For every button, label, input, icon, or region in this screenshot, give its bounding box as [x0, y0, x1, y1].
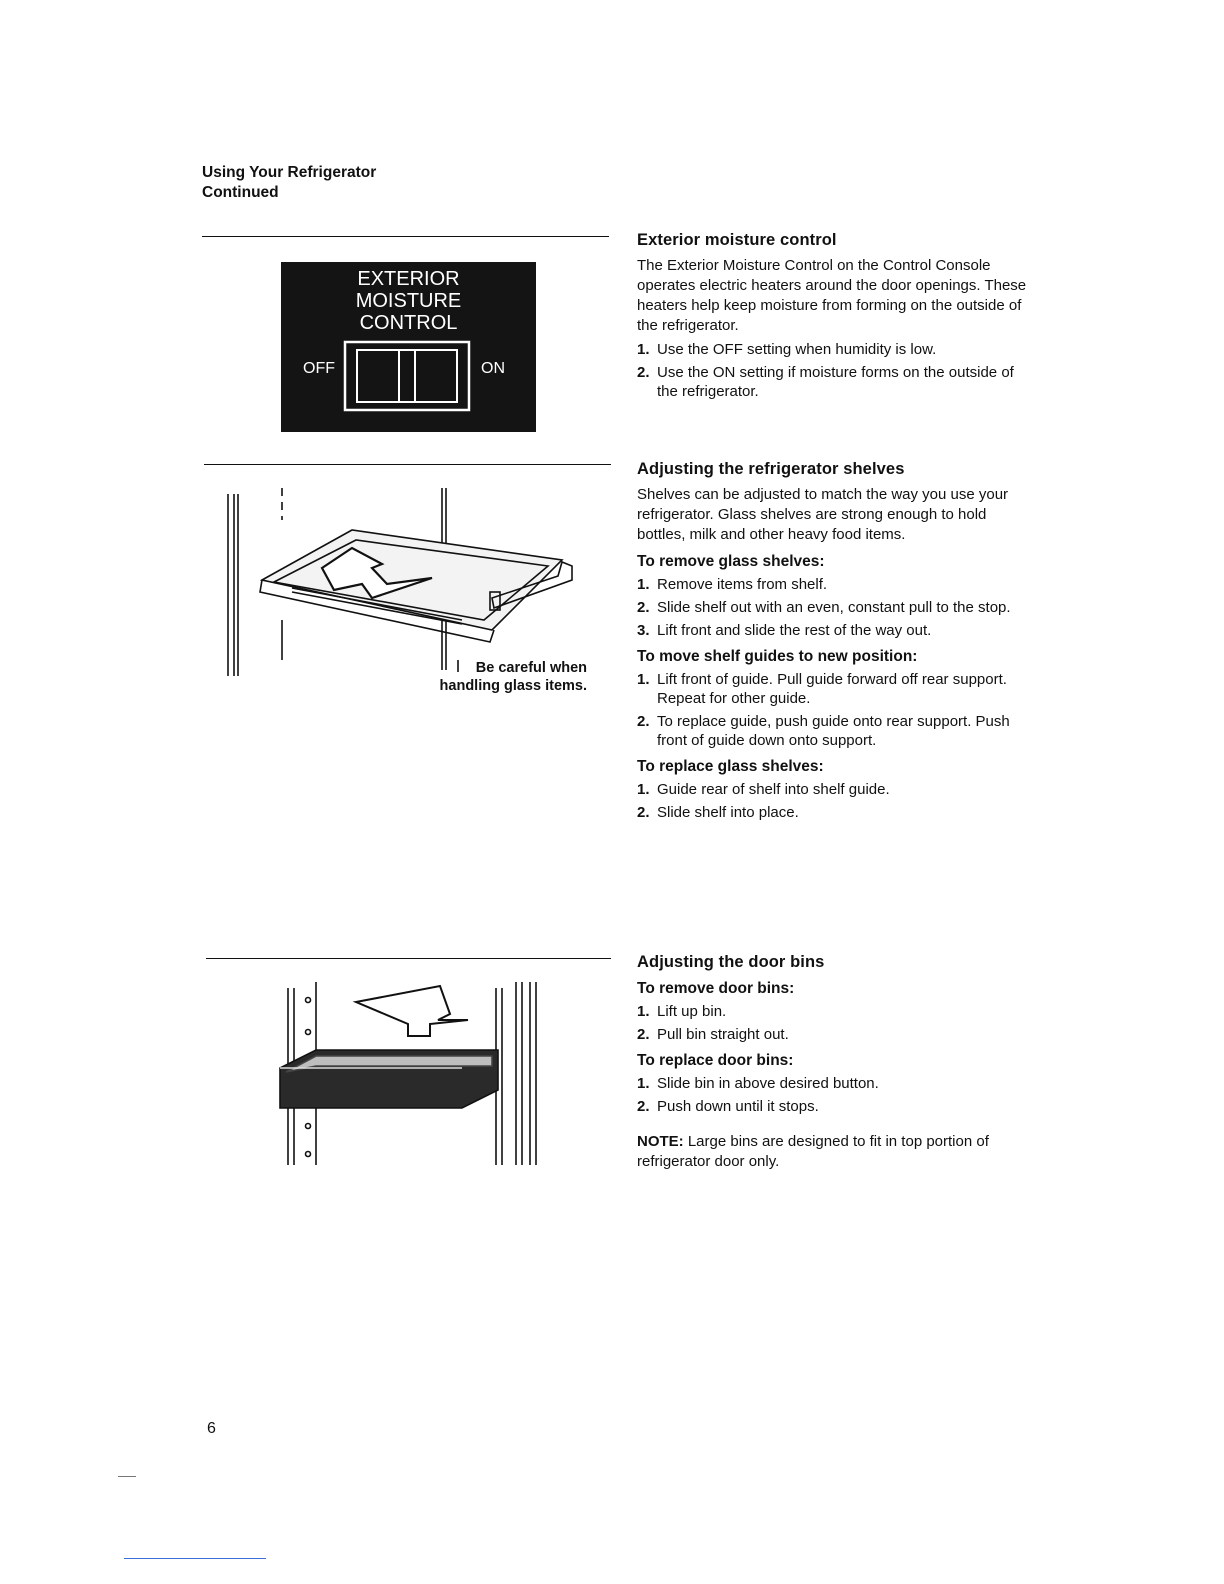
list-item [637, 1074, 1037, 1093]
list-item [637, 575, 1037, 594]
note-text: Large bins are designed to fit in top portion of refrigerator door only. [637, 1133, 989, 1170]
step-text: Guide rear of shelf into shelf guide. [657, 781, 890, 798]
step-number: 1. [637, 671, 650, 688]
divider [202, 236, 609, 237]
list-item [637, 780, 1037, 799]
section-intro: The Exterior Moisture Control on the Control Console operates electric heaters around the door openings. These heaters help keep moisture from forming on the outside of the refrigerator. [637, 257, 1027, 334]
header-title: Using Your Refrigerator [202, 164, 377, 181]
page-number: 6 [207, 1420, 216, 1437]
panel-title-line: CONTROL [359, 312, 458, 334]
list-item [637, 1097, 1037, 1116]
note [637, 1132, 1037, 1172]
panel-title-line: MOISTURE [355, 290, 462, 312]
list-item [637, 621, 1037, 640]
divider [204, 464, 611, 465]
moisture-control-panel-illustration [281, 262, 536, 432]
step-text: Pull bin straight out. [657, 1026, 789, 1043]
section-door-bins [637, 953, 1037, 1176]
list-item [637, 670, 1037, 708]
step-text: Slide bin in above desired button. [657, 1075, 879, 1092]
step-text: Push down until it stops. [657, 1098, 819, 1115]
step-text: Lift front and slide the rest of the way out. [657, 622, 932, 639]
panel-on-label: ON [481, 360, 505, 377]
running-header [202, 163, 376, 203]
step-number: 1. [637, 781, 650, 798]
list-item [637, 598, 1037, 617]
replace-bin-steps [637, 1074, 1037, 1116]
step-number: 1. [637, 1075, 650, 1092]
section-intro: Shelves can be adjusted to match the way you use your refrigerator. Glass shelves are strong enough to hold bottles, milk and other heavy food items. [637, 486, 1009, 543]
list-item [637, 340, 1037, 359]
caption-line: Be careful when [475, 660, 587, 676]
remove-bin-steps [637, 1002, 1037, 1044]
step-number: 2. [637, 804, 650, 821]
panel-title-line: EXTERIOR [357, 268, 460, 290]
step-number: 3. [637, 622, 650, 639]
section-exterior-moisture [637, 231, 1037, 405]
list-item [637, 712, 1037, 750]
step-text: Slide shelf out with an even, constant pull to the stop. [657, 599, 1011, 616]
step-text: Lift front of guide. Pull guide forward off rear support. Repeat for other guide. [657, 671, 1007, 707]
caption-line: handling glass items. [439, 678, 587, 694]
step-number: 2. [637, 599, 650, 616]
step-number: 1. [637, 341, 650, 358]
note-label: NOTE: [637, 1133, 684, 1150]
step-text: Use the OFF setting when humidity is low. [657, 341, 937, 358]
step-number: 1. [637, 576, 650, 593]
step-text: To replace guide, push guide onto rear support. Push front of guide down onto support. [657, 713, 1010, 749]
step-text: Use the ON setting if moisture forms on the outside of the refrigerator. [657, 364, 1014, 400]
rocker-switch-icon [281, 262, 536, 432]
move-guides-steps [637, 670, 1037, 750]
scan-mark [124, 1558, 266, 1559]
glass-shelf-illustration [222, 480, 592, 680]
subsection-title: To remove door bins: [637, 980, 795, 997]
remove-shelf-steps [637, 575, 1037, 640]
step-text: Lift up bin. [657, 1003, 727, 1020]
step-text: Slide shelf into place. [657, 804, 799, 821]
shelf-caption [440, 659, 587, 695]
section-title: Exterior moisture control [637, 231, 837, 249]
list-item [637, 363, 1037, 401]
subsection-title: To remove glass shelves: [637, 553, 825, 570]
door-bin-illustration [250, 980, 550, 1170]
list-item [637, 803, 1037, 822]
divider [206, 958, 611, 959]
section-shelves [637, 460, 1037, 826]
step-number: 2. [637, 364, 650, 381]
section-title: Adjusting the door bins [637, 953, 825, 971]
header-subtitle: Continued [202, 184, 279, 201]
subsection-title: To replace glass shelves: [637, 758, 824, 775]
subsection-title: To replace door bins: [637, 1052, 794, 1069]
section-title: Adjusting the refrigerator shelves [637, 460, 905, 478]
step-text: Remove items from shelf. [657, 576, 828, 593]
scan-mark [118, 1476, 136, 1477]
step-number: 2. [637, 1098, 650, 1115]
list-item [637, 1025, 1037, 1044]
panel-off-label: OFF [303, 360, 335, 377]
replace-shelf-steps [637, 780, 1037, 822]
moisture-steps [637, 340, 1037, 401]
step-number: 1. [637, 1003, 650, 1020]
step-number: 2. [637, 1026, 650, 1043]
step-number: 2. [637, 713, 650, 730]
list-item [637, 1002, 1037, 1021]
subsection-title: To move shelf guides to new position: [637, 648, 918, 665]
